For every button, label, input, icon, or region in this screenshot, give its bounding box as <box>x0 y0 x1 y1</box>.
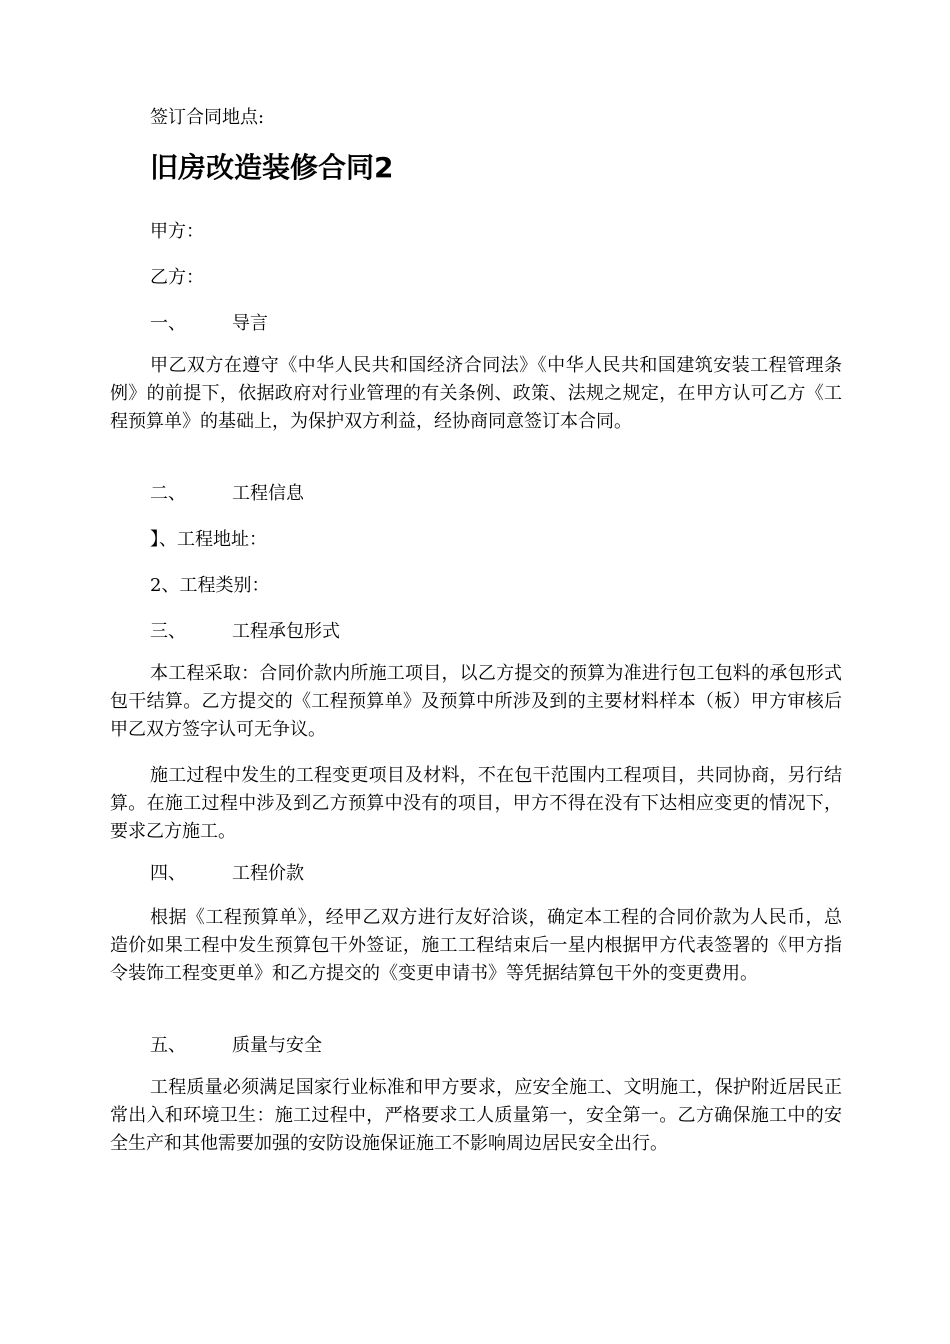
section-heading-3 <box>150 618 340 646</box>
section-title: 工程价款 <box>232 863 304 884</box>
quality-paragraph: 工程质量必须满足国家行业标准和甲方要求，应安全施工、文明施工，保护附近居民正常出入和环境卫生：施工过程中，严格要求工人质量第一，安全第一。乙方确保施工中的安全生产和其他需要加强的安防设施保证施工不影响周边居民安全出行。 <box>110 1077 842 1154</box>
section-title: 导言 <box>232 313 268 334</box>
contract-paragraph-1: 本工程采取：合同价款内所施工项目，以乙方提交的预算为准进行包工包料的承包形式包干结算。乙方提交的《工程预算单》及预算中所涉及到的主要材料样本（板）甲方审核后甲乙双方签字认可无争议。 <box>110 663 842 740</box>
section-number: 三、 <box>150 621 186 642</box>
party-b-label: 乙方： <box>150 267 204 288</box>
project-address-label: 】、工程地址： <box>150 529 267 550</box>
section-heading-4 <box>150 860 304 888</box>
price-paragraph: 根据《工程预算单》，经甲乙双方进行友好洽谈，确定本工程的合同价款为人民币，总造价如果工程中发生预算包干外签证，施工工程结束后一星内根据甲方代表签署的《甲方指令装饰工程变更单》和乙方提交的《变更申请书》等凭据结算包干外的变更费用。 <box>110 907 842 984</box>
document-title: 旧房改造装修合同2 <box>150 151 394 184</box>
section-number: 二、 <box>150 483 186 504</box>
section-title: 质量与安全 <box>232 1035 322 1056</box>
intro-paragraph: 甲乙双方在遵守《中华人民共和国经济合同法》《中华人民共和国建筑安装工程管理条例》的前提下，依据政府对行业管理的有关条例、政策、法规之规定，在甲方认可乙方《工程预算单》的基础上，为保护双方利益，经协商同意签订本合同。 <box>110 355 842 432</box>
section-number: 一、 <box>150 313 186 334</box>
party-a-label: 甲方： <box>150 221 204 242</box>
section-heading-2 <box>150 480 304 508</box>
section-number: 五、 <box>150 1035 186 1056</box>
section-heading-1 <box>150 310 268 338</box>
project-type-label: 2、工程类别： <box>150 575 270 596</box>
section-title: 工程信息 <box>232 483 304 504</box>
section-number: 四、 <box>150 863 186 884</box>
section-title: 工程承包形式 <box>232 621 340 642</box>
contract-paragraph-2: 施工过程中发生的工程变更项目及材料，不在包干范围内工程项目，共同协商，另行结算。在施工过程中涉及到乙方预算中没有的项目，甲方不得在没有下达相应变更的情况下，要求乙方施工。 <box>110 765 842 842</box>
section-heading-5 <box>150 1032 322 1060</box>
sign-place-label: 签订合同地点: <box>150 107 265 128</box>
